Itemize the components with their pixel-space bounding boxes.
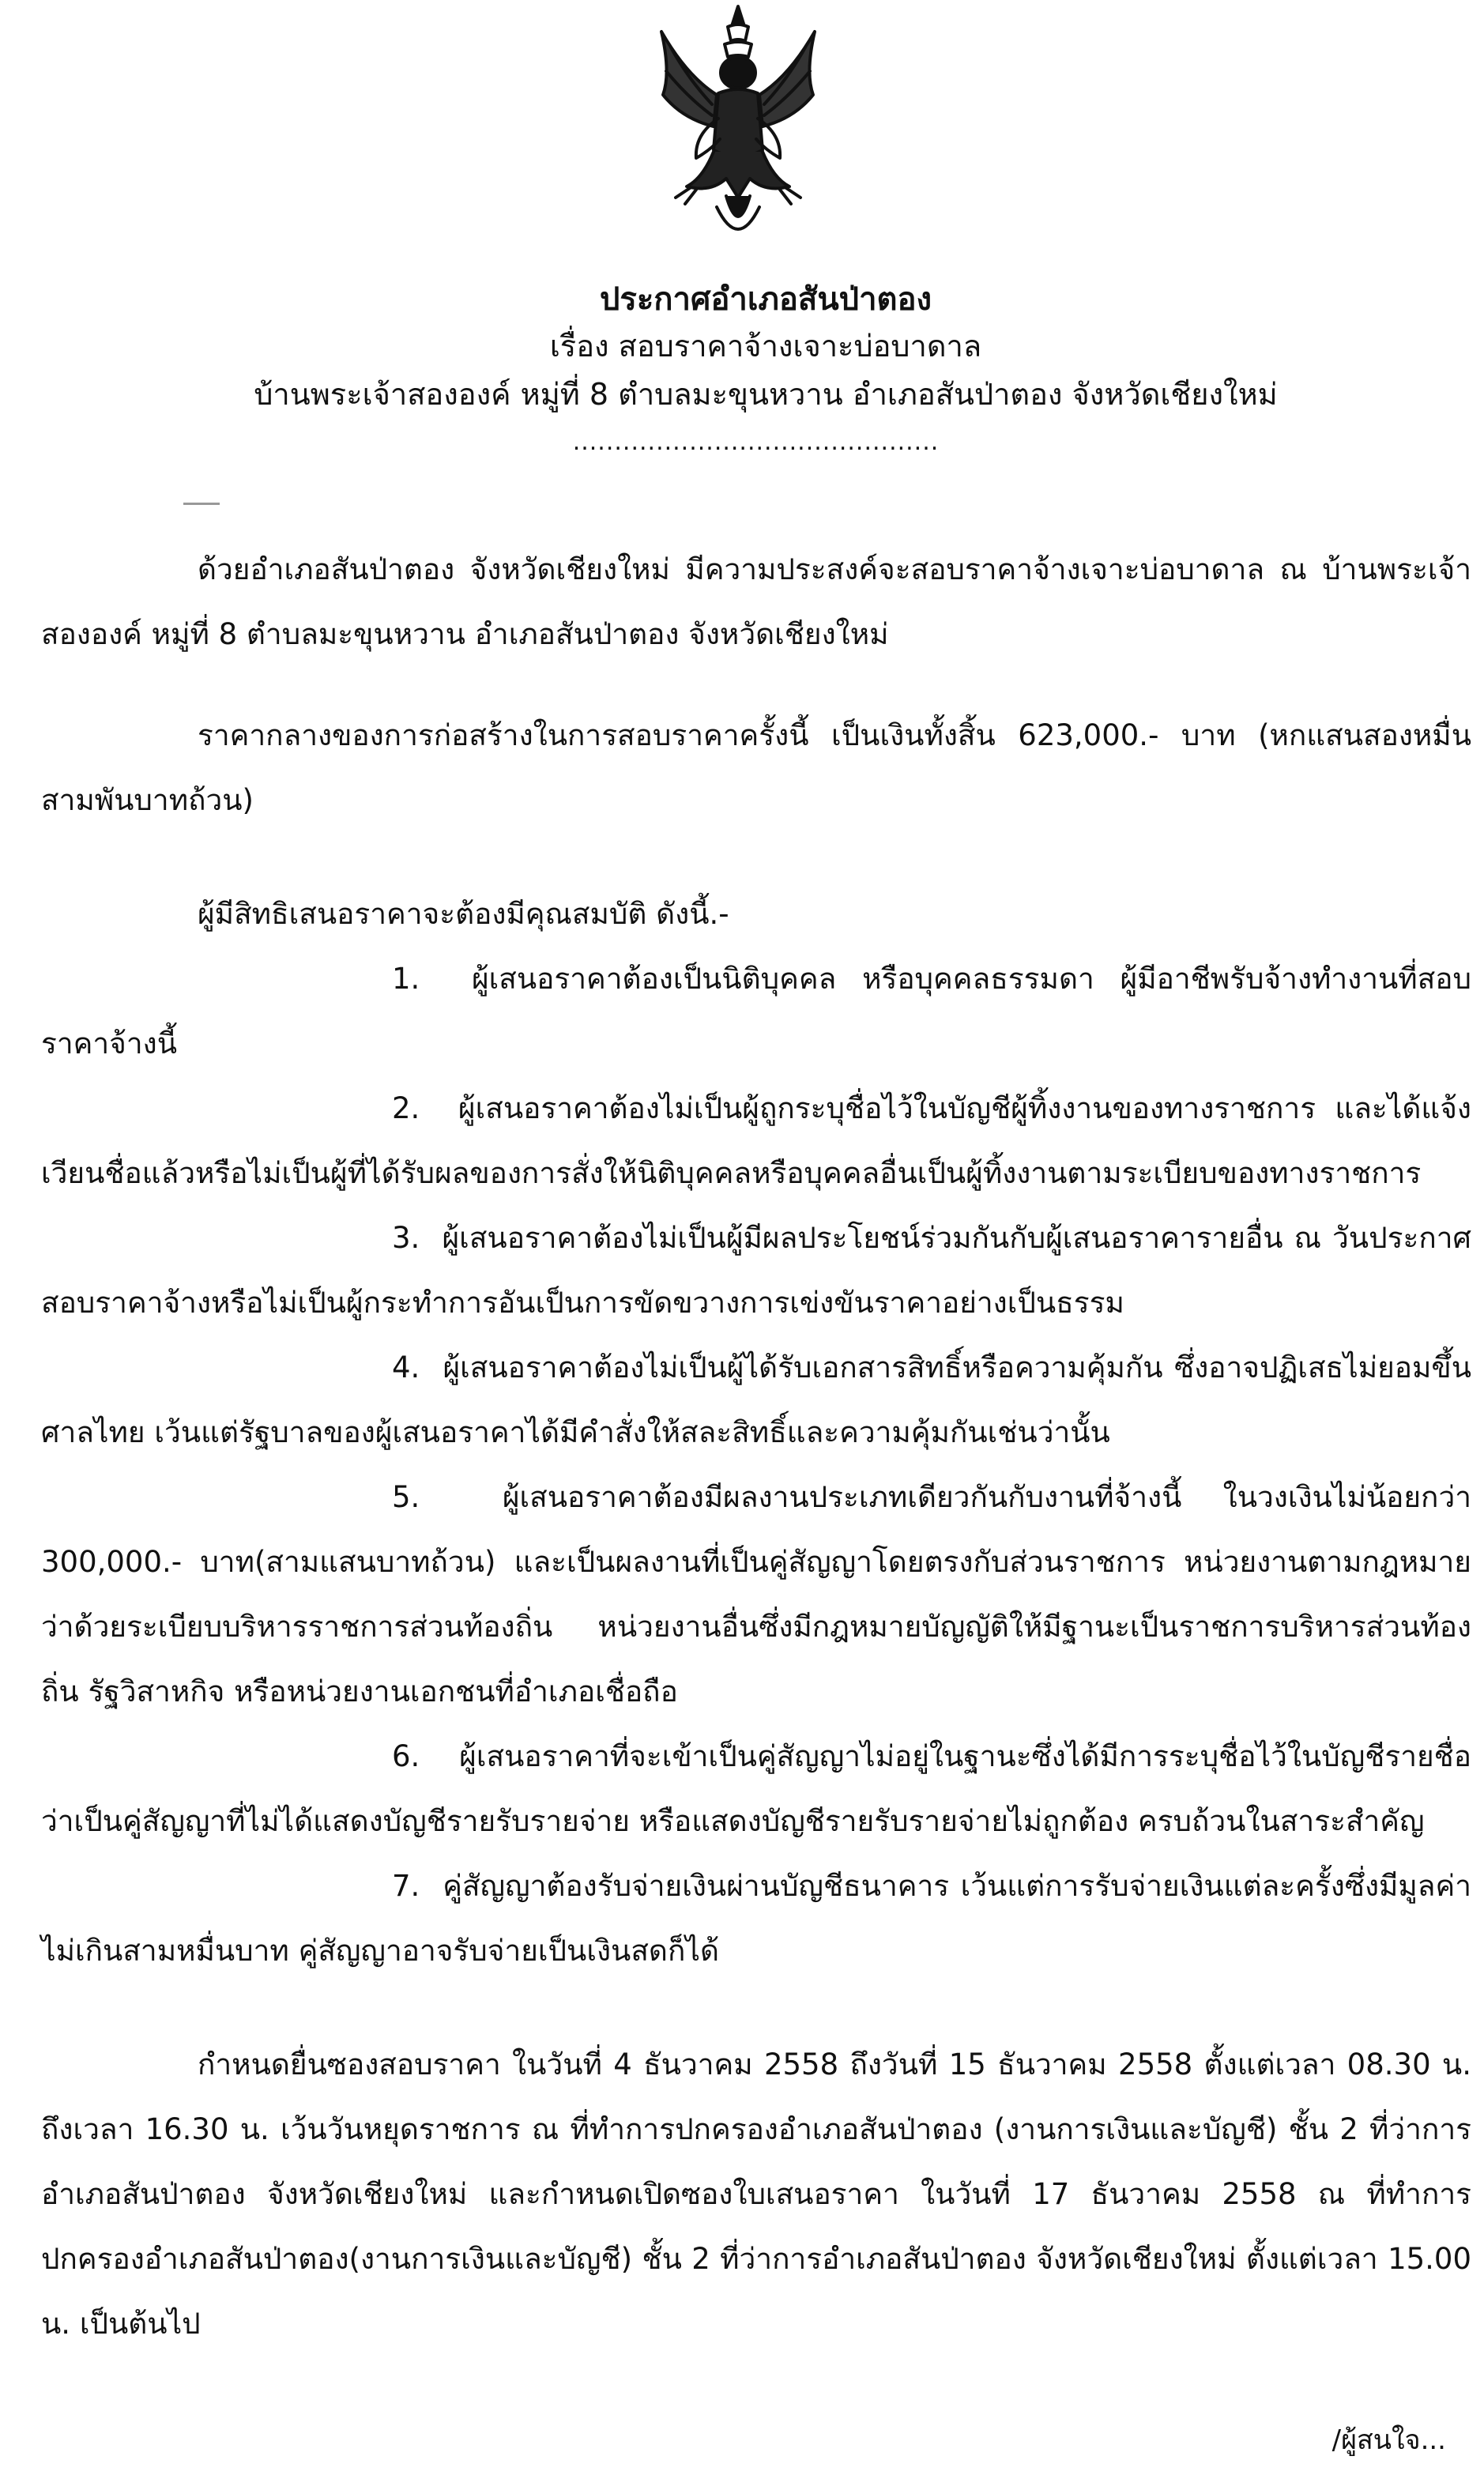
item-number: 3. <box>392 1221 420 1255</box>
item-number: 2. <box>392 1091 420 1125</box>
announcement-subject: เรื่อง สอบราคาจ้างเจาะบ่อบาดาล <box>549 329 982 364</box>
item-text: ผู้เสนอราคาต้องไม่เป็นผู้ได้รับเอกสารสิทธิ์หรือความคุ้มกัน ซึ่งอาจปฏิเสธไม่ยอมขึ้นศาลไทย เว้นแต่รัฐบาลของผู้เสนอราคาได้มีคำสั่งให้สละสิทธิ์และความคุ้มกันเช่นว่านั้น <box>41 1351 1471 1449</box>
item-text: ผู้เสนอราคาที่จะเข้าเป็นคู่สัญญาไม่อยู่ในฐานะซึ่งได้มีการระบุชื่อไว้ในบัญชีรายชื่อว่าเป็นคู่สัญญาที่ไม่ได้แสดงบัญชีรายรับรายจ่าย หรือแสดงบัญชีรายรับรายจ่ายไม่ถูกต้อง ครบถ้วนในสาระสำคัญ <box>41 1739 1471 1838</box>
item-text: ผู้เสนอราคาต้องไม่เป็นผู้มีผลประโยชน์ร่วมกันกับผู้เสนอราคารายอื่น ณ วันประกาศสอบราคาจ้างหรือไม่เป็นผู้กระทำการอันเป็นการขัดขวางการเข่งขันราคาอย่างเป็นธรรม <box>41 1221 1471 1320</box>
schedule-paragraph: กำหนดยื่นซองสอบราคา ในวันที่ 4 ธันวาคม 2558 ถึงวันที่ 15 ธันวาคม 2558 ตั้งแต่เวลา 08.30 น. ถึงเวลา 16.30 น. เว้นวันหยุดราชการ ณ ที่ทำการปกครองอำเภอสันป่าตอง (งานการเงินและบัญชี) ชั้น 2 ที่ว่าการอำเภอสันป่าตอง จังหวัดเชียงใหม่ และกำหนดเปิดซองใบเสนอราคา ในวันที่ 17 ธันวาคม 2558 ณ ที่ทำการปกครองอำเภอสันป่าตอง(งานการเงินและบัญชี) ชั้น 2 ที่ว่าการอำเภอสันป่าตอง จังหวัดเชียงใหม่ ตั้งแต่เวลา 15.00 น. เป็นต้นไป <box>41 2047 1471 2341</box>
qualification-item-2 <box>41 1076 1471 1206</box>
dotted-divider: ............................................ <box>572 428 940 456</box>
announcement-location: บ้านพระเจ้าสององค์ หมู่ที่ 8 ตำบลมะขุนหวาน อำเภอสันป่าตอง จังหวัดเชียงใหม่ <box>254 377 1278 412</box>
qualification-item-5 <box>41 1465 1471 1724</box>
garuda-emblem-icon <box>639 0 837 253</box>
qualification-item-3 <box>41 1206 1471 1335</box>
price-paragraph: ราคากลางของการก่อสร้างในการสอบราคาครั้งนี้ เป็นเงินทั้งสิ้น 623,000.- บาท (หกแสนสองหมื่นสามพันบาทถ้วน) <box>41 718 1471 817</box>
qualification-item-1 <box>41 947 1471 1076</box>
item-text: คู่สัญญาต้องรับจ่ายเงินผ่านบัญชีธนาคาร เว้นแต่การรับจ่ายเงินแต่ละครั้งซึ่งมีมูลค่าไม่เกินสามหมื่นบาท คู่สัญญาอาจรับจ่ายเป็นเงินสดก็ได้ <box>41 1869 1471 1968</box>
item-text: ผู้เสนอราคาต้องมีผลงานประเภทเดียวกันกับงานที่จ้างนี้ ในวงเงินไม่น้อยกว่า 300,000.- บาท(สามแสนบาทถ้วน) และเป็นผลงานที่เป็นคู่สัญญาโดยตรงกับส่วนราชการ หน่วยงานตามกฎหมายว่าด้วยระเบียบบริหารราชการส่วนท้องถิ่น หน่วยงานอื่นซึ่งมีกฎหมายบัญญัติให้มีฐานะเป็นราชการบริหารส่วนท้องถิ่น รัฐวิสาหกิจ หรือหน่วยงานเอกชนที่อำเภอเชื่อถือ <box>41 1480 1471 1708</box>
scan-mark <box>183 503 220 505</box>
qualification-item-4 <box>41 1335 1471 1465</box>
item-number: 5. <box>392 1480 420 1514</box>
item-number: 7. <box>392 1869 420 1903</box>
announcement-title: ประกาศอำเภอสันป่าตอง <box>599 281 932 318</box>
item-text: ผู้เสนอราคาต้องไม่เป็นผู้ถูกระบุชื่อไว้ในบัญชีผู้ทิ้งงานของทางราชการ และได้แจ้งเวียนชื่อแล้วหรือไม่เป็นผู้ที่ได้รับผลของการสั่งให้นิติบุคคลหรือบุคคลอื่นเป็นผู้ทิ้งงานตามระเบียบของทางราชการ <box>41 1091 1472 1190</box>
qualification-item-6 <box>41 1724 1471 1854</box>
item-text: ผู้เสนอราคาต้องเป็นนิติบุคคล หรือบุคคลธรรมดา ผู้มีอาชีพรับจ้างทำงานที่สอบราคาจ้างนี้ <box>41 962 1471 1060</box>
continued-marker: /ผู้สนใจ... <box>1331 2424 1446 2456</box>
item-number: 4. <box>392 1351 420 1384</box>
intro-paragraph: ด้วยอำเภอสันป่าตอง จังหวัดเชียงใหม่ มีความประสงค์จะสอบราคาจ้างเจาะบ่อบาดาล ณ บ้านพระเจ้าสององค์ หมู่ที่ 8 ตำบลมะขุนหวาน อำเภอสันป่าตอง จังหวัดเชียงใหม่ <box>41 552 1471 651</box>
header-block <box>0 277 1484 466</box>
qualification-heading: ผู้มีสิทธิเสนอราคาจะต้องมีคุณสมบัติ ดังนี้.- <box>198 897 729 931</box>
qualification-item-7 <box>41 1854 1471 1983</box>
item-number: 1. <box>392 962 420 996</box>
announcement-body <box>41 537 1471 2356</box>
item-number: 6. <box>392 1739 420 1773</box>
